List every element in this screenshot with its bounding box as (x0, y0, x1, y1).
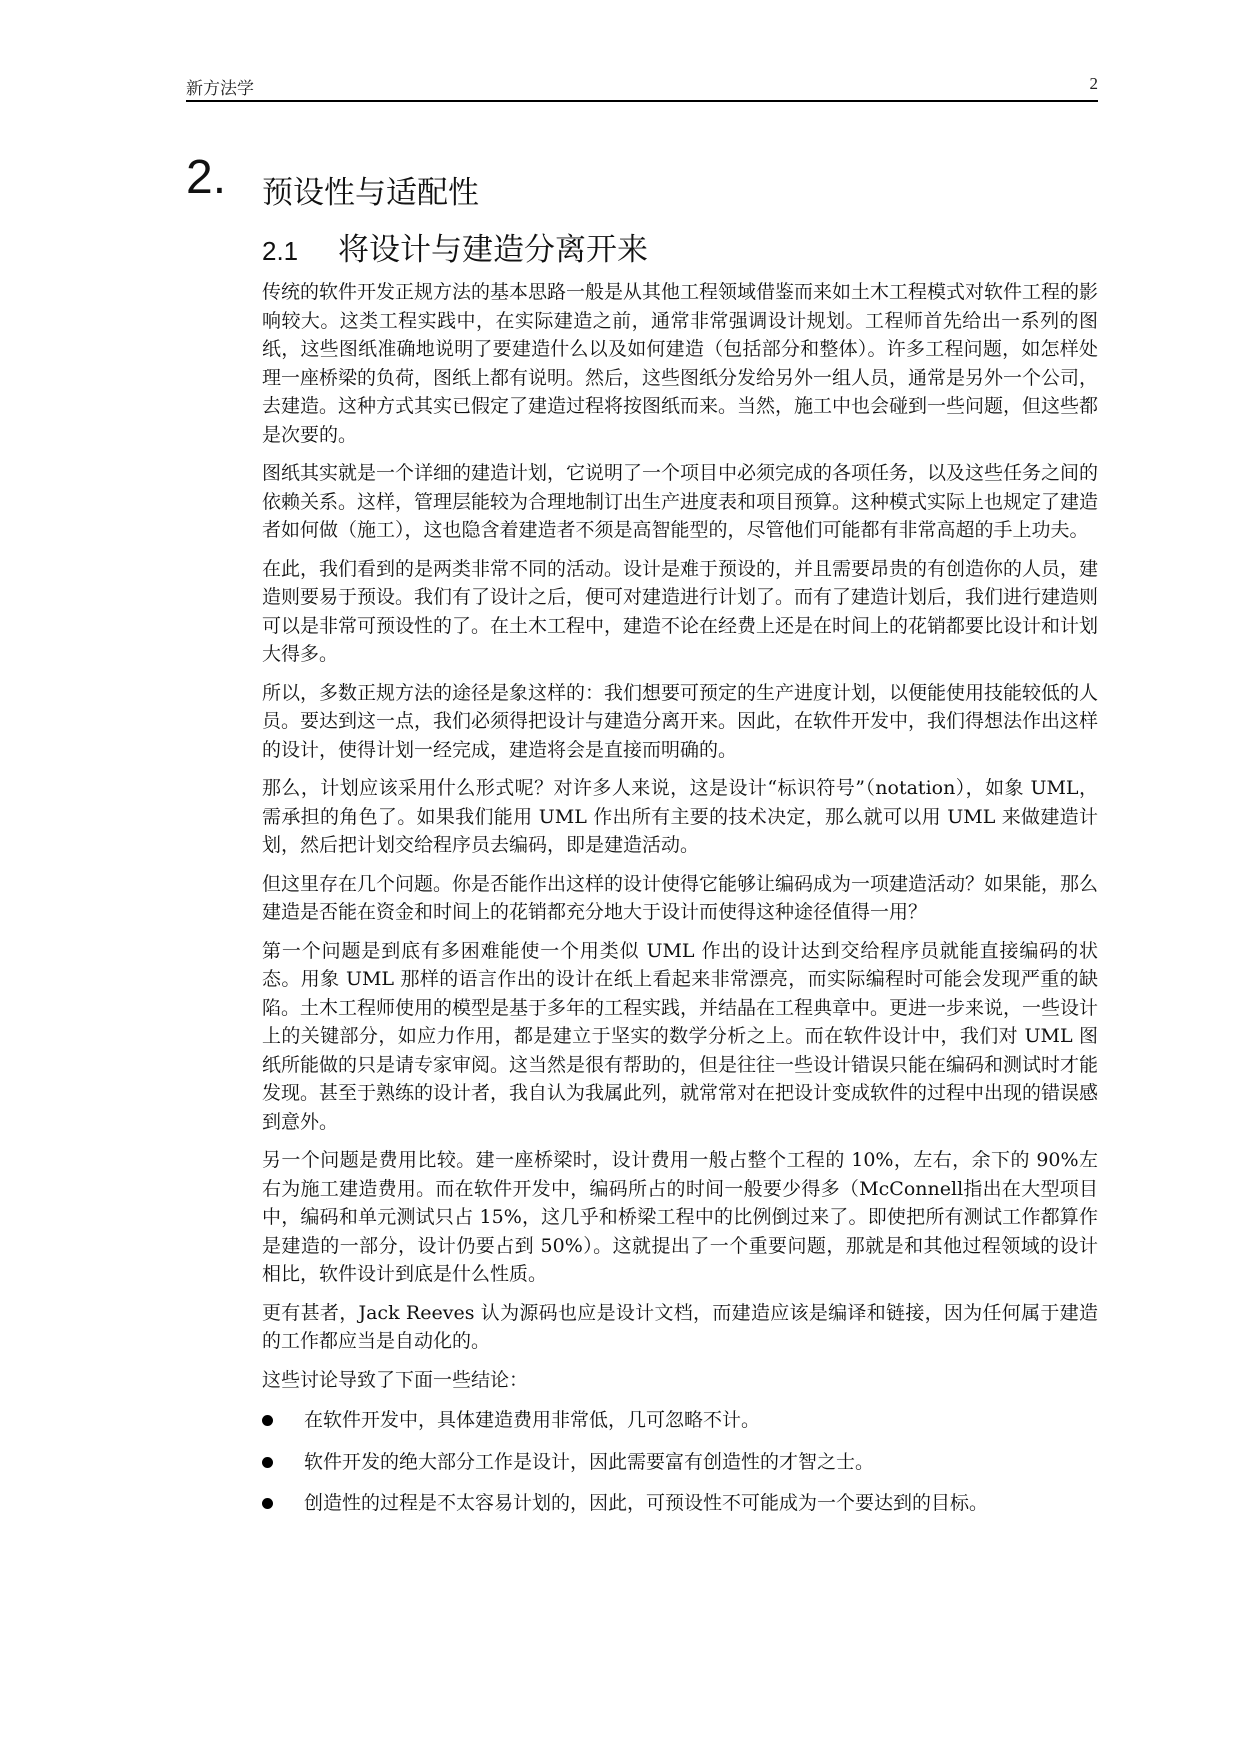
list-item (262, 1448, 1098, 1477)
paragraph: 传统的软件开发正规方法的基本思路一般是从其他工程领域借鉴而来如土木工程模式对软件工程的影响较大。这类工程实践中，在实际建造之前，通常非常强调设计规划。工程师首先给出一系列的图纸，这些图纸准确地说明了要建造什么以及如何建造（包括部分和整体）。许多工程问题，如怎样处理一座桥梁的负荷，图纸上都有说明。然后，这些图纸分发给另外一组人员，通常是另外一个公司，去建造。这种方式其实已假定了建造过程将按图纸而来。当然，施工中也会碰到一些问题，但这些都是次要的。 (262, 281, 1099, 446)
bullet-dot-icon (262, 1498, 273, 1509)
section-heading (262, 224, 648, 269)
running-title: 新方法学 (186, 79, 254, 99)
list-item (262, 1406, 1098, 1435)
bullet-dot-icon (262, 1457, 273, 1468)
paragraph: 在此，我们看到的是两类非常不同的活动。设计是难于预设的，并且需要昂贵的有创造你的人员，建造则要易于预设。我们有了设计之后，便可对建造进行计划了。而有了建造计划后，我们进行建造则可以是非常可预设性的了。在土木工程中，建造不论在经费上还是在时间上的花销都要比设计和计划大得多。 (262, 557, 1099, 665)
section-title: 将设计与建造分离开来 (338, 232, 648, 268)
paragraph: 更有甚者，Jack Reeves 认为源码也应是设计文档，而建造应该是编译和链接，因为任何属于建造的工作都应当是自动化的。 (262, 1301, 1098, 1352)
running-header (186, 74, 1098, 102)
list-item (262, 1489, 1098, 1518)
conclusion-list (262, 1406, 1098, 1518)
paragraph: 第一个问题是到底有多困难能使一个用类似 UML 作出的设计达到交给程序员就能直接编码的状态。用象 UML 那样的语言作出的设计在纸上看起来非常漂亮，而实际编程时可能会发现严重的缺陷。土木工程师使用的模型是基于多年的工程实践，并结晶在工程典章中。更进一步来说，一些设计上的关键部分，如应力作用，都是建立于坚实的数学分析之上。而在软件设计中，我们对 UML 图纸所能做的只是请专家审阅。这当然是很有帮助的，但是往往一些设计错误只能在编码和测试时才能发现。甚至于熟练的设计者，我自认为我属此列，就常常对在把设计变成软件的过程中出现的错误感到意外。 (262, 939, 1099, 1133)
paragraph: 所以，多数正规方法的途径是象这样的：我们想要可预定的生产进度计划，以便能使用技能较低的人员。要达到这一点，我们必须得把设计与建造分离开来。因此，在软件开发中，我们得想法作出这样的设计，使得计划一经完成，建造将会是直接而明确的。 (262, 681, 1099, 761)
chapter-title: 预设性与适配性 (262, 175, 479, 211)
chapter-number: 2. (186, 151, 227, 204)
bullet-dot-icon (262, 1415, 273, 1426)
list-item-text: 软件开发的绝大部分工作是设计，因此需要富有创造性的才智之士。 (304, 1450, 875, 1473)
paragraph: 但这里存在几个问题。你是否能作出这样的设计使得它能够让编码成为一项建造活动？如果能，那么建造是否能在资金和时间上的花销都充分地大于设计而使得这种途径值得一用？ (262, 872, 1099, 923)
list-item-text: 创造性的过程是不太容易计划的，因此，可预设性不可能成为一个要达到的目标。 (304, 1492, 989, 1514)
paragraph: 另一个问题是费用比较。建一座桥梁时，设计费用一般占整个工程的 10%，左右，余下的 90%左右为施工建造费用。而在软件开发中，编码所占的时间一般要少得多（McConnell指出在大型项目中，编码和单元测试只占 15%，这几乎和桥梁工程中的比例倒过来了。即使把所有测试工作都算作是建造的一部分，设计仍要占到 50%）。这就提出了一个重要问题，那就是和其他过程领域的设计相比，软件设计到底是什么性质。 (262, 1149, 1098, 1285)
page-number: 2 (1089, 74, 1098, 93)
section-number: 2.1 (262, 236, 299, 266)
list-item-text: 在软件开发中，具体建造费用非常低，几可忽略不计。 (304, 1409, 761, 1431)
paragraph: 那么，计划应该采用什么形式呢？对许多人来说，这是设计“标识符号”（notation），如象 UML，需承担的角色了。如果我们能用 UML 作出所有主要的技术决定，那么就可以用 UML 来做建造计划，然后把计划交给程序员去编码，即是建造活动。 (262, 777, 1098, 856)
paragraph: 这些讨论导致了下面一些结论： (262, 1368, 529, 1391)
paragraph: 图纸其实就是一个详细的建造计划，它说明了一个项目中必须完成的各项任务，以及这些任务之间的依赖关系。这样，管理层能较为合理地制订出生产进度表和项目预算。这种模式实际上也规定了建造者如何做（施工），这也隐含着建造者不须是高智能型的，尽管他们可能都有非常高超的手上功夫。 (262, 462, 1099, 541)
body-text (262, 278, 1098, 1531)
